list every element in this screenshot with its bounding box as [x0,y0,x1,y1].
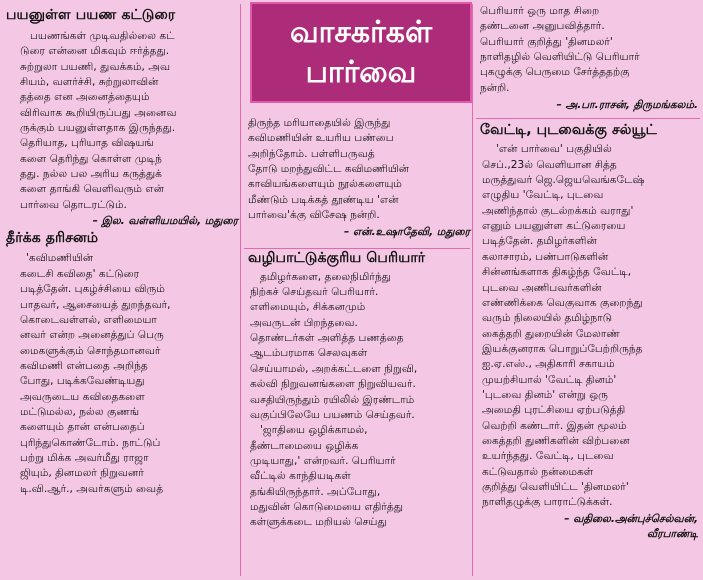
letter-heading: தீர்க்க தரிசனம் [6,230,99,247]
body-line: மதுவின் கொடுமையை எதிர்த்து [250,500,404,513]
body-line: சுற்றுலா பயணி, துவக்கம், அவ [20,60,171,73]
column-3 [480,4,698,542]
body-line: தமிழர்களை, தலைநிமிர்ந்து [260,270,391,283]
body-line: கொடைவள்ளல், எளிமையா [20,313,157,326]
letter-credit: – வதிலை.அன்புச்செல்வன், [564,512,698,525]
body-line: மைகளுக்கும் சொந்தமானவர் [20,344,161,357]
body-line: பயணங்கள் முடிவதில்லை கட் [30,30,175,42]
body-line: னவர் என்ற அனைத்துப் பெரு [20,329,164,342]
body-line: நிற்கச் செய்தவர் பெரியார். [250,286,379,299]
body-line: மீண்டும் படிக்கத் தூண்டிய 'என் [248,193,399,206]
body-line: 'கவிமணியின் [26,252,94,265]
body-line: ஜியும், தினமலர் நிறுவனர் [20,467,144,480]
body-line: வெற்றி கண்டார். இதன் மூலம் [482,419,627,432]
body-line: கைத்தறி துணிகளின் விற்பனை [482,434,630,447]
body-line: அவருடன் பிறந்தவை. [250,316,358,329]
letter-2 [6,229,238,497]
body-line: பாதவர், ஆசையைத் துறந்தவர், [20,298,171,311]
body-line: 'புடவை தினம்' என்று ஒரு [482,388,608,401]
letter-4 [480,121,698,542]
body-line: நாளிதழுக்கு பாராட்டுக்கள். [482,496,613,509]
column-1 [6,4,238,497]
body-line: புடவை அணிபவர்களின் [482,281,602,294]
letter-1 [6,6,238,229]
body-line: களை தெரிந்து கொள்ள முடிந் [20,152,162,165]
body-line: களையும் தான் என்பதைப் [20,421,145,434]
body-line: சியம், வளர்ச்சி, சுற்றுலாவின் [20,76,159,89]
body-line: கடைசி கவிதை' கட்டுரை [20,267,140,280]
body-line: கவிமணி என்பதை அறிந்த [20,359,148,372]
body-line: பெரியார் ஒரு மாத சிறை [480,5,600,17]
letter-continuation [480,4,698,113]
body-line: இயக்குனராக பொறுப்பேற்றிருந்த [482,342,643,355]
body-line: தீண்டாமையை ஒழிக்க [250,439,359,452]
body-line: புரிந்துகொண்டோம். நாட்டுப் [20,436,161,449]
section-title-line2: பார்வை [305,54,417,90]
column-divider-1 [240,4,241,576]
body-line: கட்டுவதால் நன்மைகள் [482,465,594,478]
body-line: வரும் நிலையில் தமிழ்நாடு [482,312,613,325]
letter-credit-place: வீரபாண்டி [647,528,698,540]
body-line: அறிந்தோம். பள்ளிபருவத் [248,147,375,160]
body-line: குறித்து வெளியிட்ட 'தினமலர்' [482,480,629,493]
body-line: டுரை என்னை மிகவும் ஈர்த்தது. [20,45,170,58]
body-line: பார்வை'க்கு விசேஷ நன்றி. [248,209,380,222]
letter-credit: – என்.உஷாதேவி, மதுரை [344,226,470,239]
body-line: விரிவாக கூறியிருப்பது அனைவ [20,106,177,119]
body-line: தத்தை என அனைத்தையும் [20,91,150,104]
body-line: செப்.,23ல் வெளியான சித்த [482,158,617,171]
body-line: தண்டனை அனுபவித்தார். [480,20,605,33]
letter-body [480,142,698,510]
body-line: எனும் பயனுள்ள கட்டுரையை [482,220,626,233]
letter-body [6,29,238,213]
body-line: எளிமையும், சிக்கனமும் [250,301,366,314]
body-line: கைத்தறி துறையின் மேலாண் [482,327,620,340]
body-line: பெரியார் குறித்து 'தினமலர்' [480,35,613,48]
body-line: 'ஜாதியை ஒழிக்காமல், [260,424,368,437]
body-line: பற்று மிக்க அவர்மீது ராஜா [20,451,149,464]
body-line: காவியங்களையும் நூல்களையும் [248,178,402,191]
section-title-box [250,2,472,103]
body-line: படித்தேன். புகழ்ச்சியை விரும் [20,283,165,296]
body-line: தெரியாத, புரியாத விஷயங் [20,137,154,150]
body-line: எழுதிய 'வேட்டி, புடவை [482,189,604,202]
letter-credit: – அ.பா.ராசன், திருமங்கலம். [556,99,698,112]
body-line: முயற்சியால் 'வேட்டி தினம்' [482,373,617,386]
body-line: மருத்துவர் ஜெ.ஜெயவெங்கடேஷ் [482,174,645,187]
letter-body [248,270,470,531]
body-line: பார்வை தொடரட்டும். [20,198,127,211]
body-line: தொண்டர்கள் அளித்த பணத்தை [250,332,404,345]
body-line: உயர்ந்தது. வேட்டி, புடவை [482,450,614,463]
body-line: படித்தேன். தமிழர்களின் [482,235,597,248]
body-line: தது. நல்ல பல அரிய கருத்துக் [20,168,162,181]
body-line: ருக்கும் பயனுள்ளதாக இருந்தது. [20,122,176,135]
body-line: களை தாங்கி வெளிவரும் என் [20,183,164,196]
body-line: வகுப்பிலேயே பயணம் செய்தவர். [250,408,415,421]
body-line: ஆடம்பரமாக செலவுகள் [250,347,368,360]
body-line: தோடு மறந்துவிட்ட கவிமணியின் [248,163,410,176]
body-line: அவருடைய கவிதைகளை [20,390,145,403]
body-line: ஐ.ஏ.எஸ்., அதிகாரி சகாயம் [482,358,615,371]
letter-continuation [248,116,470,241]
body-line: வீட்டில் காந்தியடிகள் [250,470,351,483]
body-line: புகழுக்கு பெருமை சேர்த்ததற்கு [480,66,630,79]
section-title-line1: வாசகர்கள் [289,14,433,50]
column-2 [248,116,470,531]
body-line: டி.வி.ஆர்., அவர்களும் வைத் [20,482,164,495]
column-divider-2 [472,4,473,576]
body-line: நன்றி. [480,81,510,94]
body-line: முடியாது,' என்றவர். பெரியார் [250,454,396,467]
body-line: அமைதி புரட்சியை ஏற்படுத்தி [482,404,626,417]
body-line: மட்டுமல்ல, நல்ல குணங் [20,405,140,418]
body-line: எண்ணிக்கை வெகுவாக குறைந்து [482,296,643,309]
body-line: கலாசாரம், பண்பாடுகளின் [482,250,609,263]
letter-3 [248,249,470,531]
body-line: தங்கியிருந்தார். அப்போது, [250,485,381,498]
body-line: 'என் பார்வை' பகுதியில் [496,143,612,156]
body-line: செய்யாமல், அறக்கட்டளை நிறுவி, [250,362,418,375]
letter-heading: பயனுள்ள பயண கட்டுரை [6,7,176,23]
letter-credit: – இல. வள்ளியமயில், மதுரை [92,215,238,228]
letter-heading: வேட்டி, புடவைக்கு சல்யூட் [480,122,657,139]
body-line: கல்வி நிறுவனங்களை நிறுவியவர். [250,378,416,391]
body-line: திருந்த மரியாதையில் இருந்து [248,117,391,129]
body-line: கள்ளுக்கடை மறியல் செய்து [250,516,387,529]
body-line: அணிந்தால் குடல்றக்கம் வராது' [482,204,634,217]
body-line: சின்னங்களாக திகழ்ந்த வேட்டி, [482,266,632,279]
body-line: கவிமணியின் உயரிய பண்பை [248,132,394,145]
letter-body [6,251,238,497]
body-line: போது, படிக்கவேண்டியது [20,375,145,388]
body-line: நாளிதழில் வெளியிட்டு பெரியார் [480,51,640,64]
body-line: வசதியிருந்தும் ரயிலில் இரண்டாம் [250,393,415,406]
letter-heading: வழிபாட்டுக்குரிய பெரியார் [248,249,426,266]
